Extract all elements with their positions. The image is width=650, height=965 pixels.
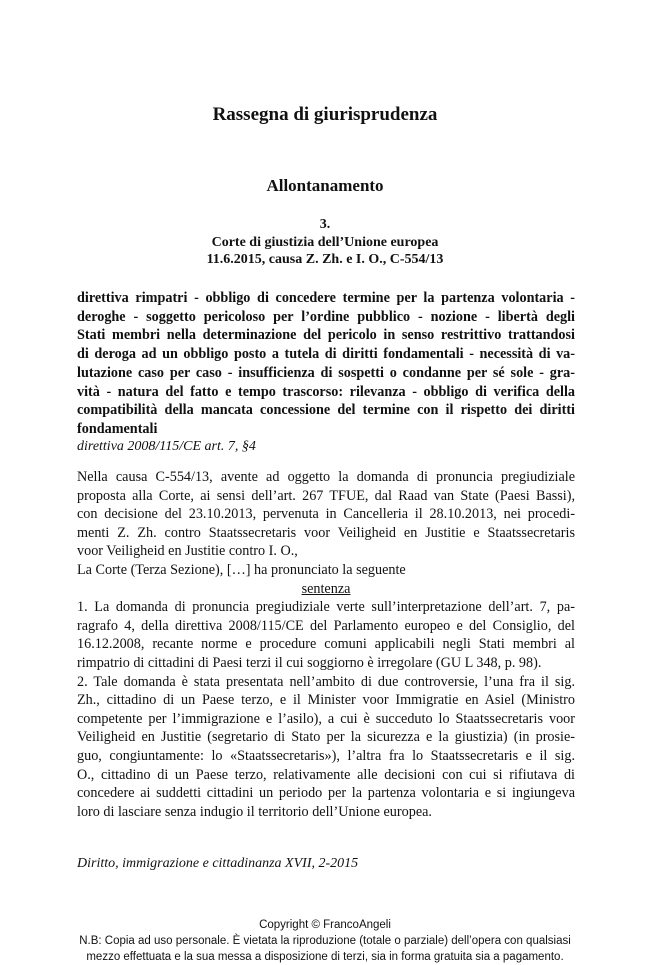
keywords-block bbox=[77, 289, 575, 439]
section-title: Rassegna di giurisprudenza bbox=[212, 104, 438, 125]
chapter-title: Allontanamento bbox=[266, 176, 384, 195]
copyright-line: Copyright © FrancoAngeli bbox=[259, 919, 391, 931]
paragraph-2-line: 2. Tale domanda è stata presentata nell’ambito di due controversie, l’una fra il sig. bbox=[77, 673, 575, 690]
keywords-line: compatibilità della mancata concessione del termine con il rispetto dei diritti bbox=[77, 402, 575, 419]
intro-line: voor Veiligheid en Justitie contro I. O., bbox=[77, 543, 298, 560]
paragraph-2-line: Zh., cittadino di un Paese terzo, e il Minister voor Immigratie en Asiel (Ministro bbox=[77, 692, 575, 709]
keywords-line: direttiva rimpatri - obbligo di concedere termine per la partenza volontaria - bbox=[77, 290, 575, 306]
case-number: 3. bbox=[319, 217, 331, 232]
intro-line: proposta alla Corte, ai sensi dell’art. 267 TFUE, dal Raad van State (Paesi Bassi), bbox=[77, 487, 575, 504]
case-heading bbox=[0, 216, 650, 269]
paragraph-2-line: guo, congiuntamente: lo «Staatssecretaris»), l’altra fra lo Staatssecretaris e il sig. bbox=[77, 747, 575, 764]
notice-line: N.B: Copia ad uso personale. È vietata la riproduzione (totale o parziale) dell’opera con qualsiasi bbox=[79, 935, 571, 947]
paragraph-2-line: loro di lasciare senza indugio il territorio dell’Unione europea. bbox=[77, 803, 432, 820]
paragraph-1-line: 16.12.2008, recante norme e procedure comuni applicabili negli Stati membri al bbox=[77, 636, 575, 653]
keywords-line: lutazione caso per caso - insufficienza di sospetti o condanne per sé sole - gra- bbox=[77, 364, 575, 381]
judgment-body bbox=[77, 468, 575, 821]
court-name: Corte di giustizia dell’Unione europea bbox=[211, 234, 439, 250]
case-details: 11.6.2015, causa Z. Zh. e I. O., C-554/13 bbox=[206, 252, 444, 267]
intro-line: Nella causa C-554/13, avente ad oggetto la domanda di pronuncia pregiudiziale bbox=[77, 469, 575, 485]
keywords-line: Stati membri nella determinazione del pericolo in senso restrittivo trattandosi bbox=[77, 327, 575, 344]
paragraph-1-line: 1. La domanda di pronuncia pregiudiziale verte sull’interpretazione dell’art. 7, pa- bbox=[77, 599, 575, 616]
paragraph-2-line: competente per l’immigrazione e l’asilo), a cui è succeduto lo Staatssecretaris voor bbox=[77, 710, 575, 727]
keywords-line: deroghe - soggetto pericoloso per l’ordine pubblico - nozione - libertà degli bbox=[77, 308, 575, 325]
paragraph-1-line: rimpatrio di cittadini di Paesi terzi il cui soggiorno è irregolare (GU L 348, p. 98). bbox=[77, 654, 542, 671]
paragraph-2-line: concedere ai suddetti cittadini un periodo per la partenza volontaria e si ingiungeva bbox=[77, 785, 575, 802]
keywords-line: di deroga ad un obbligo posto a tutela di diritti fondamentali - necessità di va- bbox=[77, 346, 575, 363]
sentence-label: sentenza bbox=[301, 580, 351, 597]
journal-citation: Diritto, immigrazione e cittadinanza XVII, 2-2015 bbox=[77, 856, 359, 871]
paragraph-2-line: Veiligheid en Justitie (segretario di Stato per la sicurezza e la giustizia) (in prosie- bbox=[77, 729, 575, 746]
keywords-line: fondamentali bbox=[77, 420, 158, 437]
paragraph-1-line: ragrafo 4, della direttiva 2008/115/CE del Parlamento europeo e del Consiglio, del bbox=[77, 617, 575, 634]
copyright-notice bbox=[0, 917, 650, 965]
intro-line: con decisione del 23.10.2013, pervenuta in Cancelleria il 28.10.2013, nei procedi- bbox=[77, 506, 575, 523]
keywords-line: vità - natura del fatto e tempo trascorso: rilevanza - obbligo di verifica della bbox=[77, 383, 575, 400]
notice-line: mezzo effettuata e la sua messa a disposizione di terzi, sia in forma gratuita sia a pagamento. bbox=[86, 951, 564, 963]
paragraph-2-line: O., cittadino di un Paese terzo, relativamente alle decisioni con cui si rifiutava di bbox=[77, 766, 575, 783]
legal-reference: direttiva 2008/115/CE art. 7, §4 bbox=[77, 439, 256, 454]
court-line: La Corte (Terza Sezione), […] ha pronunciato la seguente bbox=[77, 561, 406, 578]
intro-line: menti Z. Zh. contro Staatssecretaris voor Veiligheid en Justitie e Staatssecretaris bbox=[77, 524, 575, 541]
